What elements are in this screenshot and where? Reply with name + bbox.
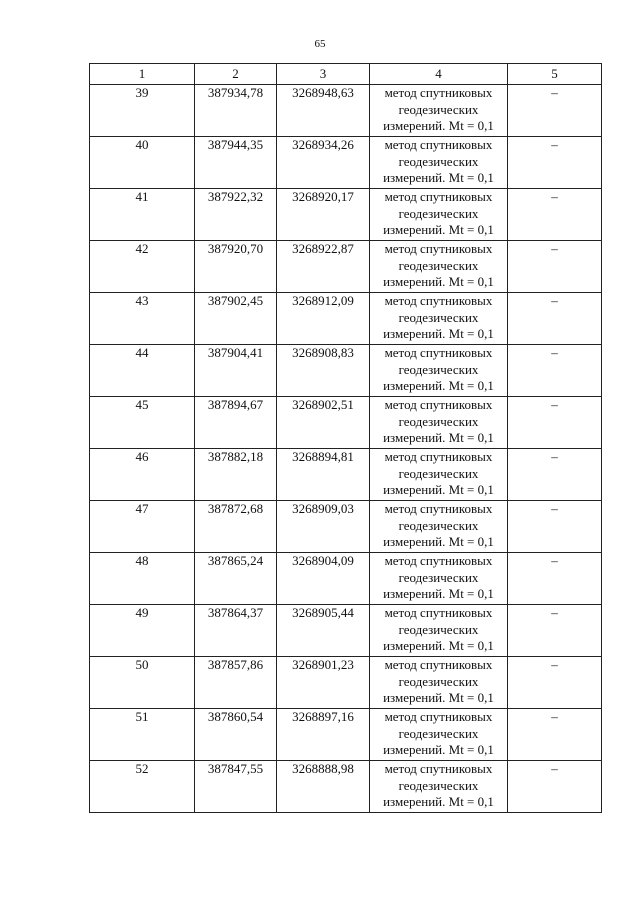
- table-row: [90, 709, 602, 761]
- table-row: [90, 293, 602, 345]
- coordinates-table: [89, 63, 602, 813]
- x-coordinate-cell: 387944,35: [195, 137, 277, 189]
- note-cell: –: [508, 345, 602, 397]
- note-cell: –: [508, 501, 602, 553]
- point-number-cell: 45: [90, 397, 195, 449]
- method-line: метод спутниковых: [384, 501, 493, 516]
- note-cell: –: [508, 605, 602, 657]
- x-coordinate-cell: 387894,67: [195, 397, 277, 449]
- y-coordinate-cell: 3268920,17: [277, 189, 370, 241]
- method-line: метод спутниковых: [384, 709, 493, 724]
- method-line: метод спутниковых: [384, 449, 493, 464]
- note-cell: –: [508, 189, 602, 241]
- point-number-cell: 41: [90, 189, 195, 241]
- method-line: метод спутниковых: [384, 241, 493, 256]
- method-line: геодезических: [398, 725, 479, 741]
- note-cell: –: [508, 241, 602, 293]
- table-row: [90, 449, 602, 501]
- method-line: метод спутниковых: [384, 293, 493, 308]
- method-line: геодезических: [398, 413, 479, 429]
- x-coordinate-cell: 387902,45: [195, 293, 277, 345]
- method-cell: [370, 137, 508, 189]
- method-line: метод спутниковых: [384, 189, 493, 204]
- note-cell: –: [508, 137, 602, 189]
- x-coordinate-cell: 387882,18: [195, 449, 277, 501]
- point-number-cell: 39: [90, 85, 195, 137]
- table-header: [90, 64, 602, 85]
- table-row: [90, 85, 602, 137]
- method-line: измерений. Mt = 0,1: [383, 742, 494, 757]
- note-cell: –: [508, 449, 602, 501]
- method-line: измерений. Mt = 0,1: [383, 482, 494, 497]
- method-cell: [370, 501, 508, 553]
- table-row: [90, 605, 602, 657]
- note-cell: –: [508, 657, 602, 709]
- x-coordinate-cell: 387847,55: [195, 761, 277, 813]
- method-line: измерений. Mt = 0,1: [383, 586, 494, 601]
- point-number-cell: 48: [90, 553, 195, 605]
- header-col-1: 1: [90, 64, 195, 85]
- point-number-cell: 43: [90, 293, 195, 345]
- method-line: метод спутниковых: [384, 761, 493, 776]
- method-line: измерений. Mt = 0,1: [383, 794, 494, 809]
- y-coordinate-cell: 3268908,83: [277, 345, 370, 397]
- method-line: измерений. Mt = 0,1: [383, 326, 494, 341]
- table-row: [90, 657, 602, 709]
- y-coordinate-cell: 3268902,51: [277, 397, 370, 449]
- point-number-cell: 51: [90, 709, 195, 761]
- method-line: измерений. Mt = 0,1: [383, 170, 494, 185]
- method-line: измерений. Mt = 0,1: [383, 274, 494, 289]
- table-row: [90, 761, 602, 813]
- method-line: геодезических: [398, 309, 479, 325]
- method-line: геодезических: [398, 777, 479, 793]
- x-coordinate-cell: 387864,37: [195, 605, 277, 657]
- method-line: измерений. Mt = 0,1: [383, 222, 494, 237]
- table-row: [90, 189, 602, 241]
- x-coordinate-cell: 387860,54: [195, 709, 277, 761]
- method-line: геодезических: [398, 257, 479, 273]
- method-line: метод спутниковых: [384, 397, 493, 412]
- method-cell: [370, 293, 508, 345]
- note-cell: –: [508, 709, 602, 761]
- note-cell: –: [508, 397, 602, 449]
- method-line: метод спутниковых: [384, 605, 493, 620]
- method-line: измерений. Mt = 0,1: [383, 534, 494, 549]
- y-coordinate-cell: 3268888,98: [277, 761, 370, 813]
- method-cell: [370, 553, 508, 605]
- method-line: измерений. Mt = 0,1: [383, 638, 494, 653]
- x-coordinate-cell: 387857,86: [195, 657, 277, 709]
- y-coordinate-cell: 3268905,44: [277, 605, 370, 657]
- x-coordinate-cell: 387872,68: [195, 501, 277, 553]
- page-number: 65: [314, 38, 326, 50]
- method-line: метод спутниковых: [384, 553, 493, 568]
- table-body: [90, 85, 602, 813]
- method-line: измерений. Mt = 0,1: [383, 118, 494, 133]
- method-cell: [370, 761, 508, 813]
- table-row: [90, 241, 602, 293]
- method-line: геодезических: [398, 569, 479, 585]
- y-coordinate-cell: 3268897,16: [277, 709, 370, 761]
- x-coordinate-cell: 387865,24: [195, 553, 277, 605]
- method-cell: [370, 345, 508, 397]
- point-number-cell: 40: [90, 137, 195, 189]
- method-line: метод спутниковых: [384, 85, 493, 100]
- x-coordinate-cell: 387922,32: [195, 189, 277, 241]
- point-number-cell: 47: [90, 501, 195, 553]
- y-coordinate-cell: 3268922,87: [277, 241, 370, 293]
- method-line: измерений. Mt = 0,1: [383, 378, 494, 393]
- y-coordinate-cell: 3268912,09: [277, 293, 370, 345]
- header-row: [90, 64, 602, 85]
- method-cell: [370, 85, 508, 137]
- y-coordinate-cell: 3268901,23: [277, 657, 370, 709]
- header-col-5: 5: [508, 64, 602, 85]
- header-col-3: 3: [277, 64, 370, 85]
- note-cell: –: [508, 85, 602, 137]
- point-number-cell: 42: [90, 241, 195, 293]
- y-coordinate-cell: 3268934,26: [277, 137, 370, 189]
- note-cell: –: [508, 553, 602, 605]
- y-coordinate-cell: 3268948,63: [277, 85, 370, 137]
- method-line: геодезических: [398, 361, 479, 377]
- method-cell: [370, 709, 508, 761]
- table-row: [90, 137, 602, 189]
- point-number-cell: 52: [90, 761, 195, 813]
- method-line: метод спутниковых: [384, 657, 493, 672]
- method-line: метод спутниковых: [384, 137, 493, 152]
- method-line: геодезических: [398, 673, 479, 689]
- method-cell: [370, 605, 508, 657]
- method-line: метод спутниковых: [384, 345, 493, 360]
- method-line: измерений. Mt = 0,1: [383, 690, 494, 705]
- method-cell: [370, 657, 508, 709]
- x-coordinate-cell: 387920,70: [195, 241, 277, 293]
- point-number-cell: 49: [90, 605, 195, 657]
- y-coordinate-cell: 3268904,09: [277, 553, 370, 605]
- method-line: геодезических: [398, 621, 479, 637]
- method-line: геодезических: [398, 517, 479, 533]
- method-cell: [370, 397, 508, 449]
- header-col-2: 2: [195, 64, 277, 85]
- table-row: [90, 501, 602, 553]
- method-cell: [370, 449, 508, 501]
- y-coordinate-cell: 3268909,03: [277, 501, 370, 553]
- table-row: [90, 553, 602, 605]
- y-coordinate-cell: 3268894,81: [277, 449, 370, 501]
- method-line: геодезических: [398, 465, 479, 481]
- method-line: геодезических: [398, 205, 479, 221]
- note-cell: –: [508, 761, 602, 813]
- x-coordinate-cell: 387904,41: [195, 345, 277, 397]
- method-line: геодезических: [398, 153, 479, 169]
- note-cell: –: [508, 293, 602, 345]
- method-cell: [370, 189, 508, 241]
- method-line: геодезических: [398, 101, 479, 117]
- point-number-cell: 44: [90, 345, 195, 397]
- header-col-4: 4: [370, 64, 508, 85]
- method-line: измерений. Mt = 0,1: [383, 430, 494, 445]
- x-coordinate-cell: 387934,78: [195, 85, 277, 137]
- table-row: [90, 397, 602, 449]
- method-cell: [370, 241, 508, 293]
- table-row: [90, 345, 602, 397]
- point-number-cell: 50: [90, 657, 195, 709]
- point-number-cell: 46: [90, 449, 195, 501]
